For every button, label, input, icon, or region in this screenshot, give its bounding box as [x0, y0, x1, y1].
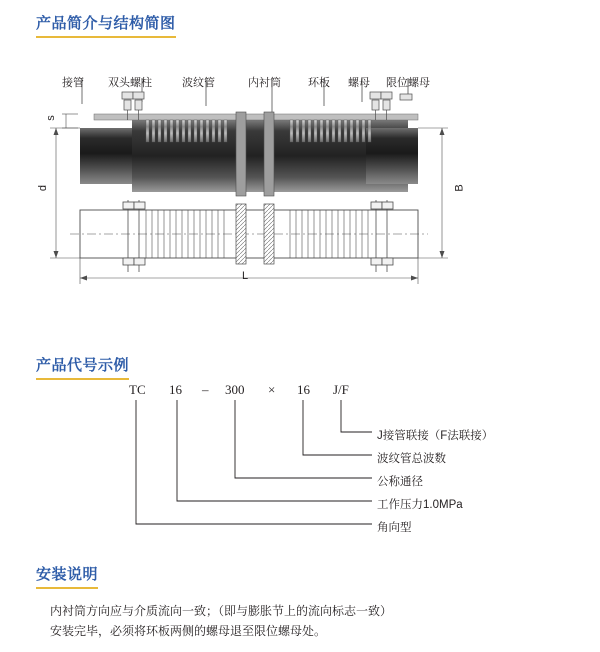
code-token-pressure: 16: [169, 382, 182, 397]
code-token-times: ×: [268, 382, 276, 397]
callout-label-bellows: 波纹管: [182, 77, 215, 89]
heading-underline: [36, 36, 176, 38]
callout-labels: [36, 74, 566, 90]
heading-underline: [36, 587, 98, 589]
section-heading-install-text: 安装说明: [36, 566, 99, 583]
code-desc-waves: 波纹管总波数: [377, 453, 446, 465]
product-code-diagram: [36, 382, 566, 542]
structure-diagram: [36, 62, 566, 292]
code-desc-diameter: 公称通径: [377, 476, 423, 488]
heading-underline: [36, 378, 129, 380]
code-token-diameter: 300: [225, 382, 245, 397]
callout-label-liner: 内衬筒: [248, 77, 281, 89]
callout-label-nut: 螺母: [348, 77, 370, 89]
callout-label-stud: 双头螺柱: [108, 77, 152, 89]
callout-label-limit-nut: 限位螺母: [386, 77, 430, 89]
section-heading-intro: [36, 12, 176, 38]
structure-drawing-svg: [36, 62, 566, 292]
section-heading-code: [36, 354, 129, 380]
code-desc-type: 角向型: [377, 522, 412, 534]
code-token-waves: 16: [297, 382, 310, 397]
section-heading-code-text: 产品代号示例: [36, 357, 130, 374]
installation-note-1: 内衬筒方向应与介质流向一致；（即与膨胀节上的流向标志一致）: [50, 604, 393, 618]
dimension-label-L: L: [242, 270, 249, 282]
dimension-label-d: d: [37, 184, 50, 192]
dimension-label-s: s: [44, 115, 57, 121]
dimension-label-B: B: [453, 184, 466, 192]
code-desc-pressure: 工作压力1.0MPa: [377, 499, 463, 511]
code-token-joint: J/F: [333, 382, 349, 397]
code-token-type: TC: [129, 382, 146, 397]
section-heading-install: [36, 563, 98, 589]
callout-label-ring-plate: 环板: [308, 77, 330, 89]
section-heading-intro-text: 产品简介与结构简图: [36, 15, 176, 32]
code-token-dash: –: [202, 382, 209, 397]
code-desc-joint: J接管联接（F法联接）: [377, 430, 494, 442]
code-connector-lines: [36, 382, 566, 542]
installation-notes: [50, 601, 570, 641]
callout-label-pipe: 接管: [62, 77, 84, 89]
installation-note-2: 安装完毕，必须将环板两侧的螺母退至限位螺母处。: [50, 624, 327, 638]
